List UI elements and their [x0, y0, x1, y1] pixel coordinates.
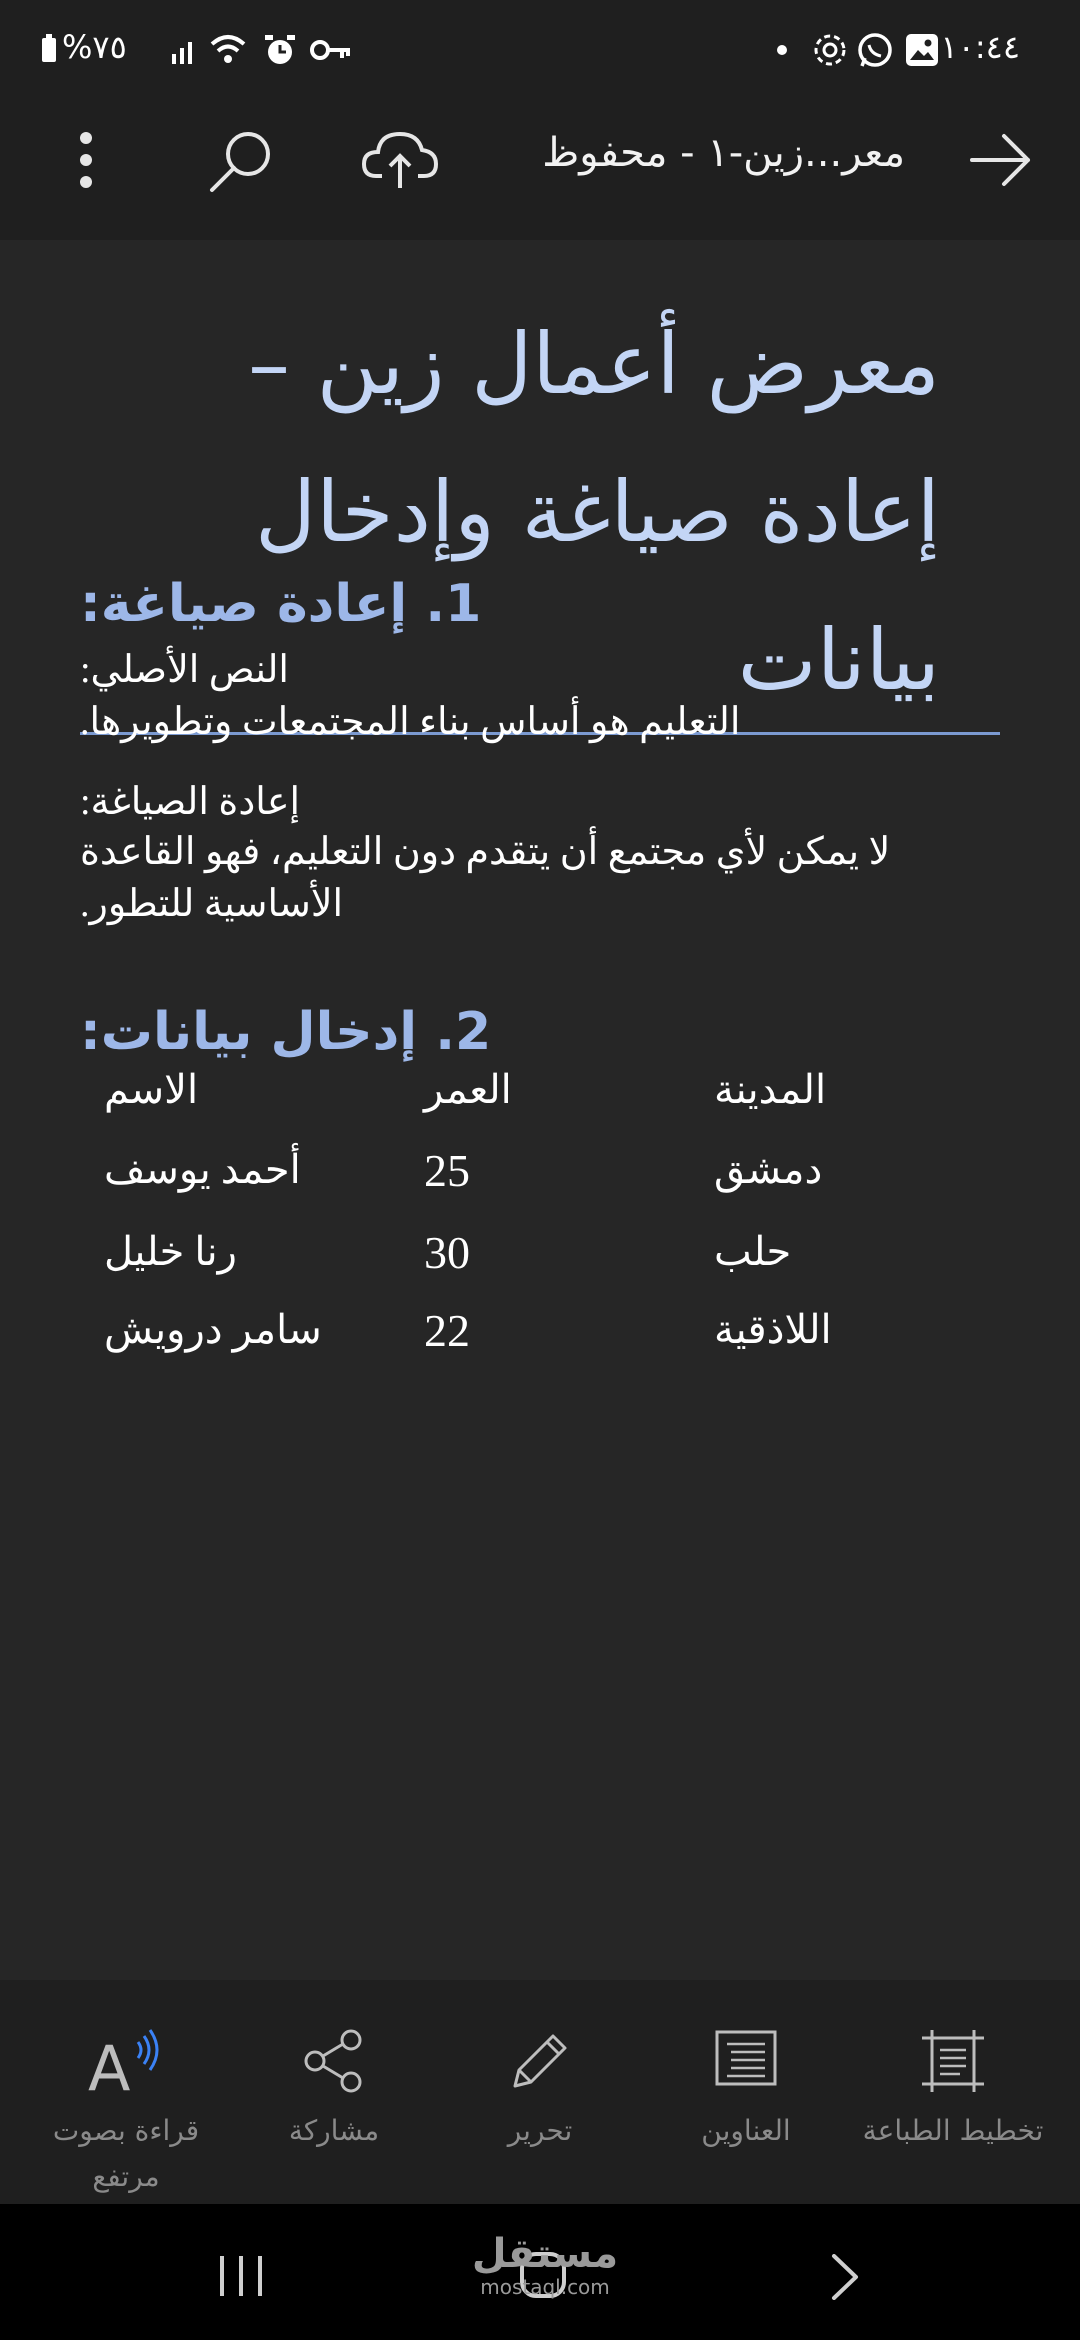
arrow-forward-icon[interactable]: [968, 130, 1034, 190]
dot-icon: [776, 44, 788, 56]
back-icon[interactable]: [830, 2254, 860, 2300]
table-header-name: الاسم: [104, 1067, 199, 1112]
battery-icon: [40, 34, 58, 64]
original-text-label: النص الأصلي:: [80, 649, 289, 691]
signal-icon: [170, 36, 202, 66]
search-icon[interactable]: [206, 126, 276, 196]
read-aloud-label-line-1: قراءة بصوت: [52, 2114, 200, 2147]
share-icon: [301, 2028, 367, 2094]
whatsapp-icon: [856, 32, 894, 70]
table-cell-name: رنا خليل: [104, 1229, 237, 1274]
section-2-heading: 2. إدخال بيانات:: [80, 1002, 492, 1062]
table-cell-age: 22: [424, 1305, 470, 1356]
document-canvas[interactable]: [0, 240, 1080, 1980]
share-label: مشاركة: [288, 2114, 380, 2147]
battery-percent: %٧٥: [62, 28, 127, 66]
key-icon: [310, 38, 352, 62]
rephrase-text-line-2: الأساسية للتطور.: [80, 883, 344, 925]
original-text: التعليم هو أساس بناء المجتمعات وتطويرها.: [80, 701, 741, 743]
share-button[interactable]: [274, 1980, 394, 2204]
headings-button[interactable]: [686, 1980, 806, 2204]
system-nav-bar: [0, 2204, 1080, 2340]
table-cell-city: اللاذقية: [714, 1307, 832, 1352]
print-layout-label: تخطيط الطباعة: [862, 2114, 1044, 2147]
alarm-icon: [262, 32, 298, 68]
pencil-icon: [507, 2028, 573, 2094]
table-header-city: المدينة: [714, 1067, 827, 1112]
document-heading-line-3: بيانات: [737, 611, 940, 709]
table-cell-city: حلب: [714, 1229, 792, 1274]
rephrase-label: إعادة الصياغة:: [80, 781, 301, 823]
edit-label: تحرير: [507, 2114, 573, 2147]
status-bar: [0, 0, 1080, 100]
print-layout-icon: [920, 2028, 986, 2094]
section-1-heading: 1. إعادة صياغة:: [80, 574, 482, 634]
settings-icon: [812, 32, 848, 68]
table-cell-age: 30: [424, 1227, 470, 1278]
read-aloud-label-line-2: مرتفع: [92, 2160, 160, 2193]
document-heading-line-1: معرض أعمال زين –: [247, 315, 940, 413]
rephrase-text-line-1: لا يمكن لأي مجتمع أن يتقدم دون التعليم، فهو القاعدة: [80, 831, 891, 873]
headings-icon: [713, 2028, 779, 2088]
watermark: [470, 2232, 620, 2298]
watermark-arabic: مستقل: [471, 2231, 619, 2277]
recents-icon[interactable]: [218, 2254, 264, 2298]
svg-text:A: A: [88, 2032, 131, 2098]
read-aloud-label: [36, 2108, 216, 2200]
app-bar: [0, 100, 1080, 240]
edit-button[interactable]: [480, 1980, 600, 2204]
table-cell-age: 25: [424, 1145, 470, 1196]
table-cell-name: أحمد يوسف: [104, 1147, 301, 1192]
document-heading-line-2: إعادة صياغة وإدخال: [255, 463, 940, 561]
gallery-icon: [904, 32, 940, 68]
print-layout-button[interactable]: [858, 1980, 1048, 2204]
read-aloud-icon: [86, 2028, 166, 2098]
clock: ١٠:٤٤: [940, 28, 1020, 66]
headings-label: العناوين: [701, 2114, 791, 2147]
more-vert-icon[interactable]: [74, 128, 98, 192]
table-cell-name: سامر درويش: [104, 1307, 322, 1352]
watermark-english: mostaql.com: [480, 2275, 610, 2299]
cloud-upload-icon[interactable]: [362, 126, 438, 192]
document-title-bar[interactable]: معر...زين-١ - محفوظ: [542, 130, 905, 176]
table-header-age: العمر: [424, 1067, 512, 1112]
read-aloud-button[interactable]: [36, 1980, 216, 2204]
wifi-icon: [208, 32, 248, 66]
bottom-toolbar: [0, 1980, 1080, 2204]
table-cell-city: دمشق: [714, 1147, 823, 1192]
